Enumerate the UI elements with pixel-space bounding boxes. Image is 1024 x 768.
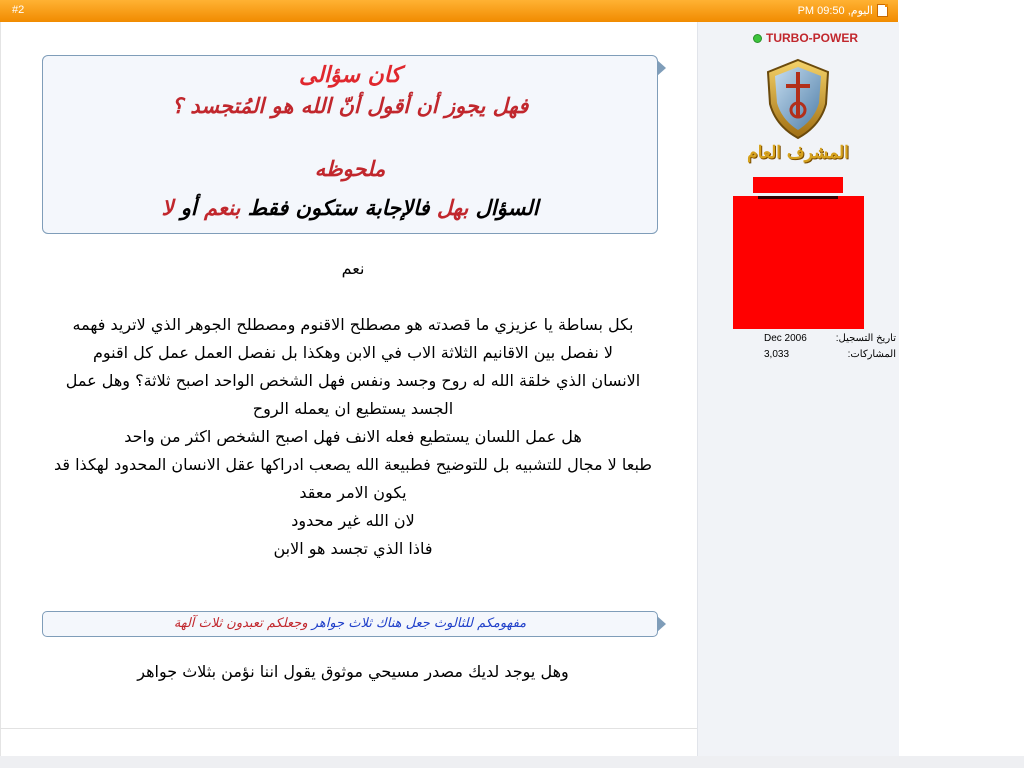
avatar[interactable] (733, 196, 864, 329)
quote-claim-part-1: مفهومكم للثالوث جعل هناك ثلاث جواهر (307, 616, 527, 631)
user-sidebar (697, 22, 899, 768)
quote-title: كان سؤالى (299, 62, 401, 88)
reply-paragraph (9, 311, 697, 563)
reply-yes: نعم (341, 259, 365, 278)
rank-shield-icon (764, 58, 832, 140)
online-status-icon (753, 34, 762, 43)
reply-line: الانسان الذي خلقة الله له روح وجسد ونفس فهل الشخص الواحد اصبح ثلاثة؟ وهل عمل (65, 371, 641, 390)
user-rank: المشرف العام (747, 143, 849, 163)
username-block (753, 31, 858, 45)
quote-claim-part-2: وجعلكم تعبدون ثلاث آلهة (173, 616, 308, 631)
post-date-text: اليوم, 09:50 PM (797, 5, 873, 17)
post-date (798, 4, 888, 17)
stat-posts: المشاركات: 3,033 (764, 349, 896, 360)
reply-line: طبعا لا مجال للتشبيه بل للتوضيح فطبيعة الله يصعب ادراكها عقل الانسان المحدود لهكذا قد (53, 455, 653, 474)
username-link[interactable]: TURBO-POWER (766, 31, 858, 45)
reply-line: لا نفصل بين الاقانيم الثلاثة الاب في الابن وهكذا بل نفصل العمل عمل كل اقنوم (93, 343, 613, 362)
page-bottom-strip (0, 756, 1024, 768)
post-header-bar (0, 0, 898, 22)
quote-box-question (42, 55, 658, 234)
reply-final-question: وهل يوجد لديك مصدر مسيحي موثوق يقول اننا نؤمن بثلاث جواهر (137, 662, 569, 681)
quote-question: فهل يجوز أن أقول أنّ الله هو المُتجسد ؟ (171, 93, 529, 118)
reply-line: لان الله غير محدود (291, 511, 415, 530)
reply-line: هل عمل اللسان يستطيع فعله الانف فهل اصبح الشخص اكثر من واحد (124, 427, 582, 446)
user-title-bar (753, 177, 843, 193)
reply-line: يكون الامر معقد (299, 483, 407, 502)
quote-box-claim (42, 611, 658, 637)
post-number-link[interactable]: #2 (12, 4, 25, 16)
reply-line: فاذا الذي تجسد هو الابن (273, 539, 433, 558)
document-icon (877, 4, 888, 17)
reply-line: بكل بساطة يا عزيزي ما قصدته هو مصطلح الاقنوم ومصطلح الجوهر الذي لاتريد فهمه (72, 315, 634, 334)
stat-join-date: تاريخ التسجيل: Dec 2006 (764, 333, 896, 344)
quote-note: ملحوظه (314, 156, 386, 181)
divider (0, 728, 697, 729)
reply-line: الجسد يستطيع ان يعمله الروح (252, 399, 454, 418)
post-content (0, 22, 698, 768)
quote-answer-rule: السؤال بهل فالإجابة ستكون فقط بنعم أو لا (161, 195, 539, 220)
